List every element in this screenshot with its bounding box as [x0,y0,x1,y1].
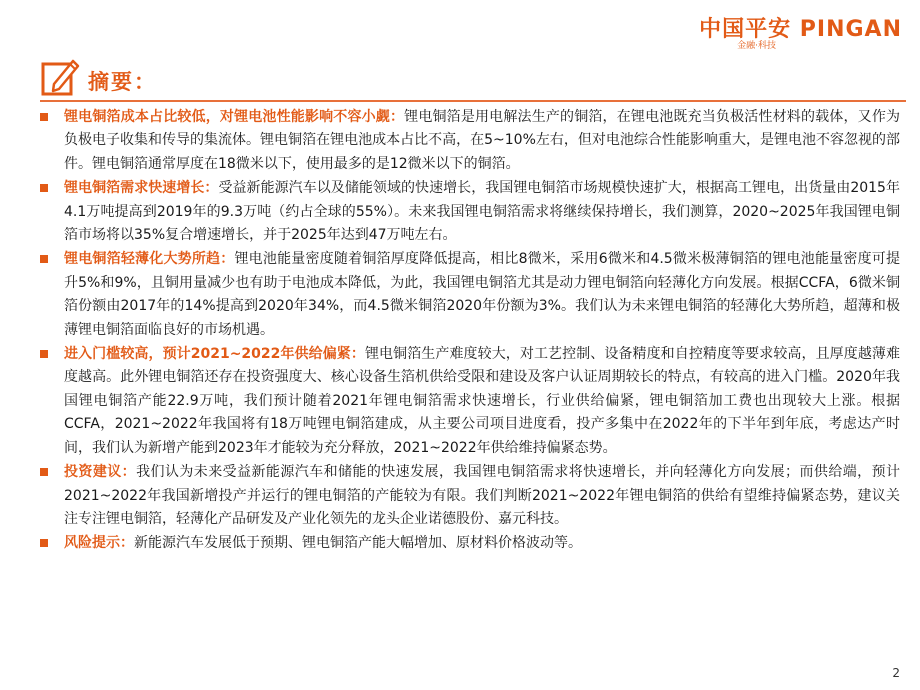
logo-tagline: 金融·科技 [737,41,776,51]
item-heading: 锂电铜箔需求快速增长： [64,180,219,197]
square-bullet-icon [40,255,48,263]
square-bullet-icon [40,350,48,358]
summary-list [40,106,900,557]
item-body: 锂电铜箔生产难度较大，对工艺控制、设备精度和自控精度等要求较高，且厚度越薄难度越高。此外锂电铜箔还存在投资强度大、核心设备生箔机供给受限和建设及客户认证周期较长的特点，有较高的进入门槛。2020年我国锂电铜箔产能22.9万吨，我们预计随着2021年锂电铜箔需求快速增长，行业供给偏紧，锂电铜箔加工费也出现较大上涨。根据CCFA，2021~2022年我国将有18万吨锂电铜箔建成，从主要公司项目进度看，投产多集中在2022年的下半年到年底，考虑达产时间，我们认为新增产能到2023年才能较为充分释放，2021~2022年供给维持偏紧态势。 [64,346,900,456]
item-heading: 风险提示： [64,535,134,552]
summary-item [40,106,900,176]
item-body: 锂电铜箔是用电解法生产的铜箔，在锂电池既充当负极活性材料的载体，又作为负极电子收集和传导的集流体。锂电铜箔在锂电池成本占比不高，在5~10%左右，但对电池综合性能影响重大，是锂电池不容忽视的部件。锂电铜箔通常厚度在18微米以下，使用最多的是12微米以下的铜箔。 [64,109,901,172]
logo-wordmark: 中国平安 PINGAN [699,17,902,42]
summary-item [40,343,900,460]
summary-item [40,248,900,342]
item-heading: 投资建议： [64,464,137,481]
square-bullet-icon [40,113,48,121]
page-title: 摘要： [88,70,157,94]
item-heading: 进入门槛较高，预计2021~2022年供给偏紧： [64,346,365,363]
item-heading: 锂电铜箔成本占比较低，对锂电池性能影响不容小觑： [64,109,405,125]
summary-item [40,461,900,531]
pencil-note-icon [40,56,80,98]
square-bullet-icon [40,539,48,547]
page-number: 2 [892,666,900,680]
summary-item [40,177,900,247]
title-divider [40,100,906,102]
item-body: 新能源汽车发展低于预期、锂电铜箔产能大幅增加、原材料价格波动等。 [134,535,582,552]
item-body: 我们认为未来受益新能源汽车和储能的快速发展，我国锂电铜箔需求将快速增长，并向轻薄化方向发展；而供给端，预计2021~2022年我国新增投产并运行的锂电铜箔的产能较为有限。我们判断2021~2022年锂电铜箔的供给有望维持偏紧态势，建议关注专注锂电铜箔，轻薄化产品研发及产业化领先的龙头企业诺德股份、嘉元科技。 [64,464,901,527]
square-bullet-icon [40,468,48,476]
square-bullet-icon [40,184,48,192]
summary-item [40,532,900,555]
item-body: 锂电池能量密度随着铜箔厚度降低提高，相比8微米，采用6微米和4.5微米极薄铜箔的锂电池能量密度可提升5%和9%，且铜用量减少也有助于电池成本降低，为此，我国锂电铜箔尤其是动力锂电铜箔向轻薄化方向发展。根据CCFA，6微米铜箔份额由2017年的14%提高到2020年34%，而4.5微米铜箔2020年份额为3%。我们认为未来锂电铜箔的轻薄化大势所趋，超薄和极薄锂电铜箔面临良好的市场机遇。 [64,251,901,338]
item-body: 受益新能源汽车以及储能领域的快速增长，我国锂电铜箔市场规模快速扩大，根据高工锂电，出货量由2015年4.1万吨提高到2019年的9.3万吨（约占全球的55%）。未来我国锂电铜箔需求将继续保持增长，我们测算，2020~2025年我国锂电铜箔市场将以35%复合增速增长，并于2025年达到47万吨左右。 [64,180,900,244]
item-heading: 锂电铜箔轻薄化大势所趋： [64,251,235,268]
pingan-logo [699,12,902,54]
